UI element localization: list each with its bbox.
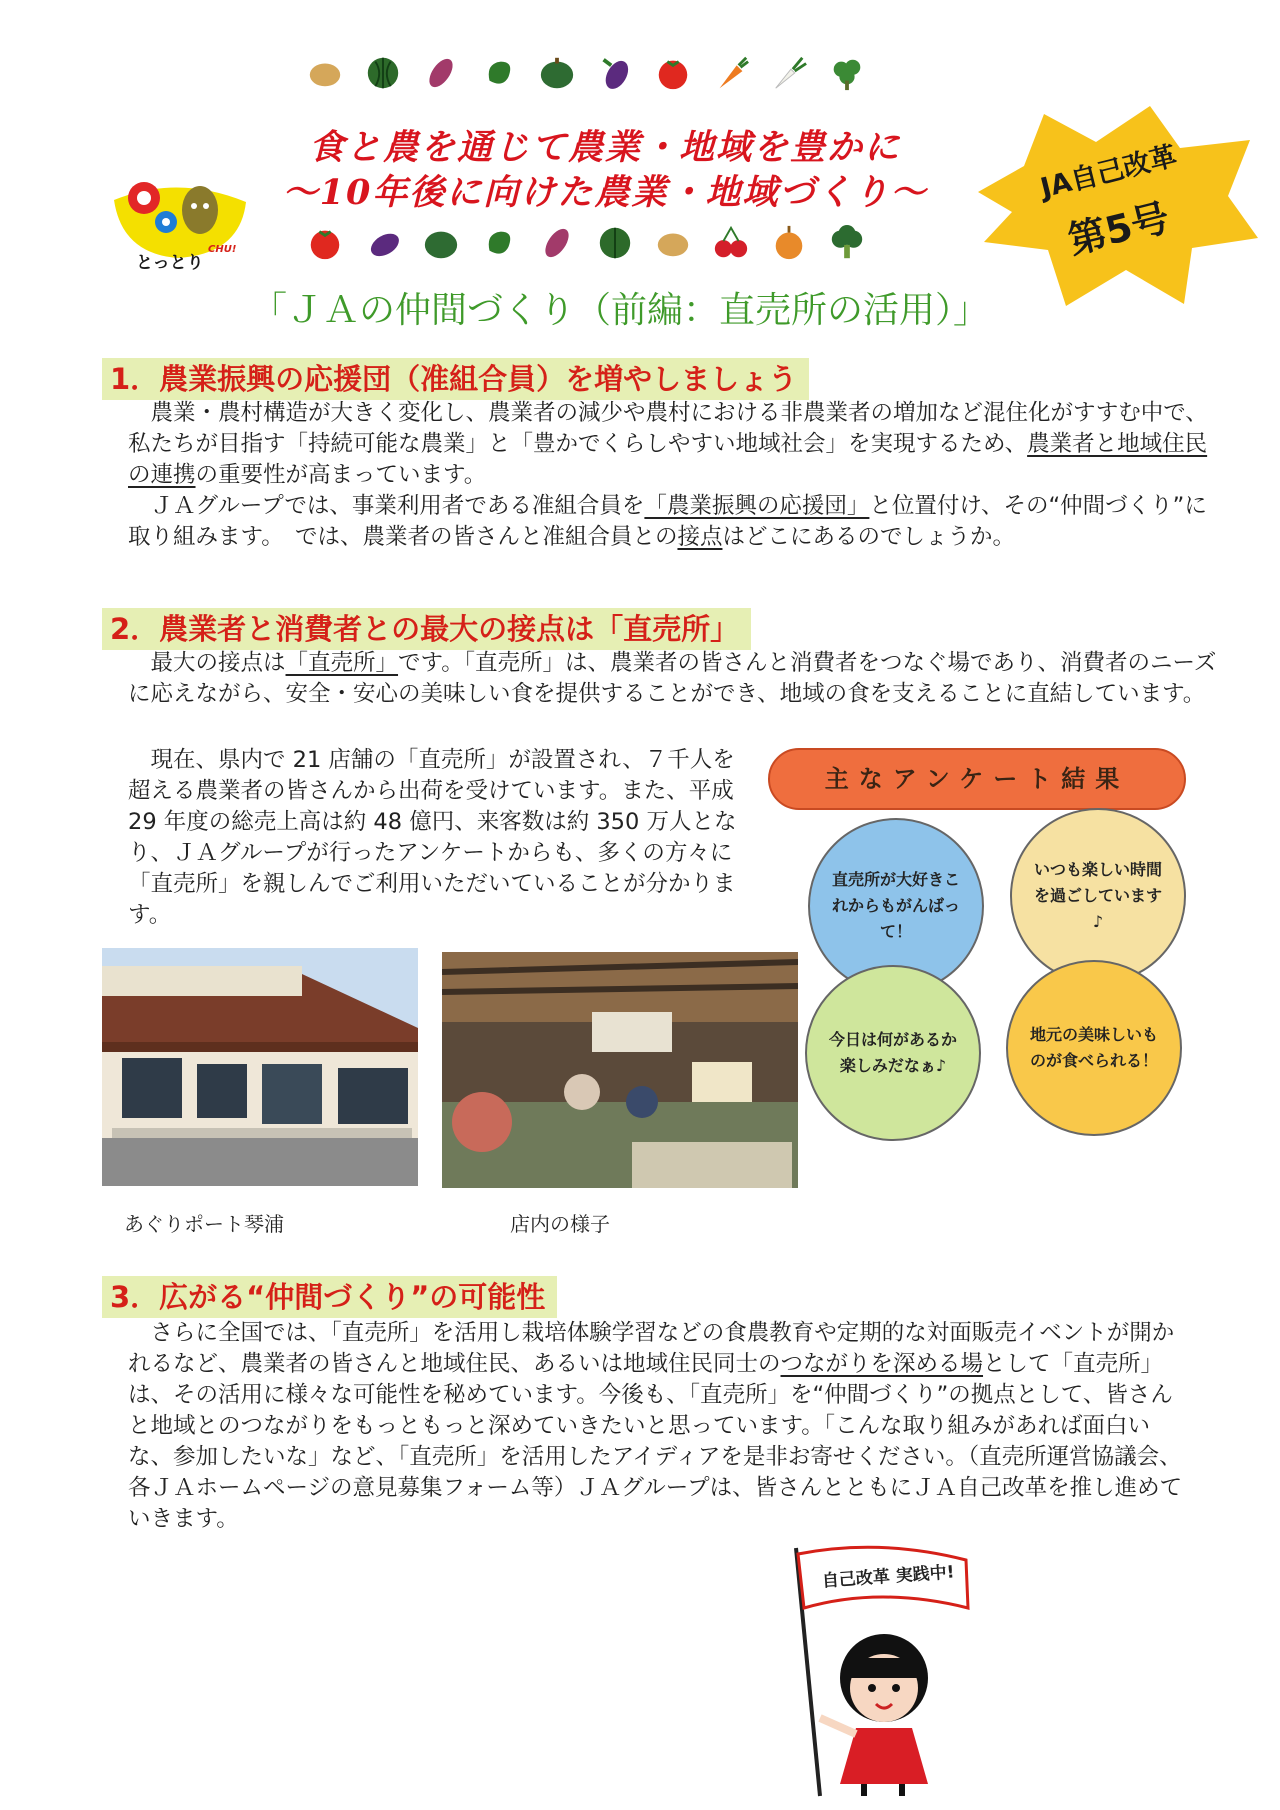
s3p1-underlined: つながりを深める場: [780, 1351, 984, 1377]
photo-storefront: [102, 948, 418, 1186]
s1p2-text-a: ＪＡグループでは、事業利用者である准組合員を: [150, 493, 645, 519]
section2-paragraph1: [128, 648, 1218, 710]
s1p2-text-c: はどこにあるのでしょうか。: [722, 524, 1015, 550]
section2-heading: 2．農業者と消費者との最大の接点は「直売所」: [102, 608, 751, 650]
eggplant-icon: [364, 224, 402, 262]
s1p2-underlined-1: 「農業振興の応援団」: [644, 493, 870, 519]
survey-bubble-2: いつも楽しい時間を過ごしています♪: [1010, 808, 1186, 984]
vegetable-row-top: [306, 54, 866, 92]
page-title-line1: 食と農を通じて農業・地域を豊かに: [308, 127, 901, 168]
radish-icon: [770, 54, 808, 92]
pepper-icon: [480, 54, 518, 92]
section1-heading: 1．農業振興の応援団（准組合員）を増やしましょう: [102, 358, 809, 400]
s1p2-underlined-2: 接点: [677, 524, 723, 550]
potato-icon: [306, 54, 344, 92]
herb-icon: [828, 54, 866, 92]
s2p1-underlined: 「直売所」: [285, 650, 399, 676]
s3p1-text-b: として「直売所」は、その活用に様々な可能性を秘めています。今後も、「直売所」を“仲間づくり”の拠点として、皆さんと地域とのつながりをもっともっと深めていきたいと思っています。「こんな取り組みがあれば面白いな、参加したいな」など、「直売所」を活用したアイディアを是非お寄せください。（直売所運営協議会、各ＪＡホームページの意見募集フォーム等）ＪＡグループは、皆さんとともにＪＡ自己改革を推し進めていきます。: [128, 1351, 1183, 1532]
survey-bubble-1: 直売所が大好きこれからもがんばって！: [808, 818, 984, 994]
vegetable-row-bottom: [306, 224, 866, 262]
carrot-icon: [712, 54, 750, 92]
interior-image: [442, 952, 798, 1188]
survey-title-pill: 主なアンケート結果: [768, 748, 1186, 810]
tomato-icon: [306, 224, 344, 262]
potato-icon: [654, 224, 692, 262]
issue-badge: [966, 100, 1262, 310]
section2-body-left: [128, 745, 748, 931]
s1p1-underlined: 農業者と地域住民の連携: [128, 431, 1208, 488]
watermelon-icon: [596, 224, 634, 262]
tottori-chu-logo: [108, 166, 250, 276]
eggplant-icon: [596, 54, 634, 92]
cherries-icon: [712, 224, 750, 262]
logo-badge: CHU!: [208, 244, 237, 255]
section2-body-top: [128, 648, 1218, 710]
section1-paragraph2: [128, 491, 1210, 553]
s1p2-text-b: と位置付け、その“仲間づくり”に取り組みます。 では、農業者の皆さんと准組合員との: [128, 493, 1207, 550]
watermelon-icon: [364, 54, 402, 92]
photo-interior: [442, 952, 798, 1188]
s1p1-text-b: の重要性が高まっています。: [195, 462, 487, 488]
broccoli-icon: [828, 224, 866, 262]
section3-body: [128, 1318, 1188, 1535]
survey-bubble-4: 地元の美味しいものが食べられる！: [1006, 960, 1182, 1136]
sweet-potato-icon: [538, 224, 576, 262]
s3p1-text-a: さらに全国では、「直売所」を活用し栽培体験学習などの食農教育や定期的な対面販売イベントが開かれるなど、農業者の皆さんと地域住民、あるいは地域住民同士の: [128, 1320, 1175, 1377]
section3-heading: 3．広がる“仲間づくり”の可能性: [102, 1276, 557, 1318]
storefront-image: [102, 948, 418, 1186]
pumpkin-icon: [538, 54, 576, 92]
survey-bubble-3: 今日は何があるか楽しみだなぁ♪: [805, 965, 981, 1141]
badge-line2: 第5号: [1063, 195, 1174, 263]
photo-caption-storefront: あぐりポート琴浦: [124, 1212, 284, 1236]
s2p1-text-a: 最大の接点は: [150, 650, 286, 676]
section2-paragraph2: 現在、県内で 21 店舗の「直売所」が設置され、７千人を超える農業者の皆さんから出荷を受けています。また、平成 29 年度の総売上高は約 48 億円、来客数は約 350 万人となり、ＪＡグループが行ったアンケートからも、多くの方々に「直売所」を親しんでご利用いただいていることが分かります。: [128, 747, 737, 928]
s2p1-text-b: です。「直売所」は、農業者の皆さんと消費者をつなぐ場であり、消費者のニーズに応えながら、安全・安心の美味しい食を提供することができ、地域の食を支えることに直結しています。: [128, 650, 1217, 707]
section-subtitle: 「ＪＡの仲間づくり（前編：直売所の活用）」: [250, 290, 989, 331]
mascot-illustration: [780, 1538, 1000, 1800]
pumpkin-icon: [422, 224, 460, 262]
logo-text: とっとり: [136, 253, 204, 273]
pepper-icon: [480, 224, 518, 262]
onion-icon: [770, 224, 808, 262]
section1-body: [128, 398, 1210, 553]
mascot-flag-text: 自己改革 実践中!: [821, 1562, 956, 1592]
sweet-potato-icon: [422, 54, 460, 92]
section3-paragraph1: [128, 1318, 1188, 1535]
page-title-line2: ～10年後に向けた農業・地域づくり～: [282, 172, 928, 213]
photo-caption-interior: 店内の様子: [510, 1212, 610, 1236]
badge-line1: JA自己改革: [1037, 140, 1180, 205]
s1p1-text-a: 農業・農村構造が大きく変化し、農業者の減少や農村における非農業者の増加など混住化がすすむ中で、私たちが目指す「持続可能な農業」と「豊かでくらしやすい地域社会」を実現するため、: [128, 400, 1208, 457]
tomato-icon: [654, 54, 692, 92]
section1-paragraph1: [128, 398, 1210, 491]
